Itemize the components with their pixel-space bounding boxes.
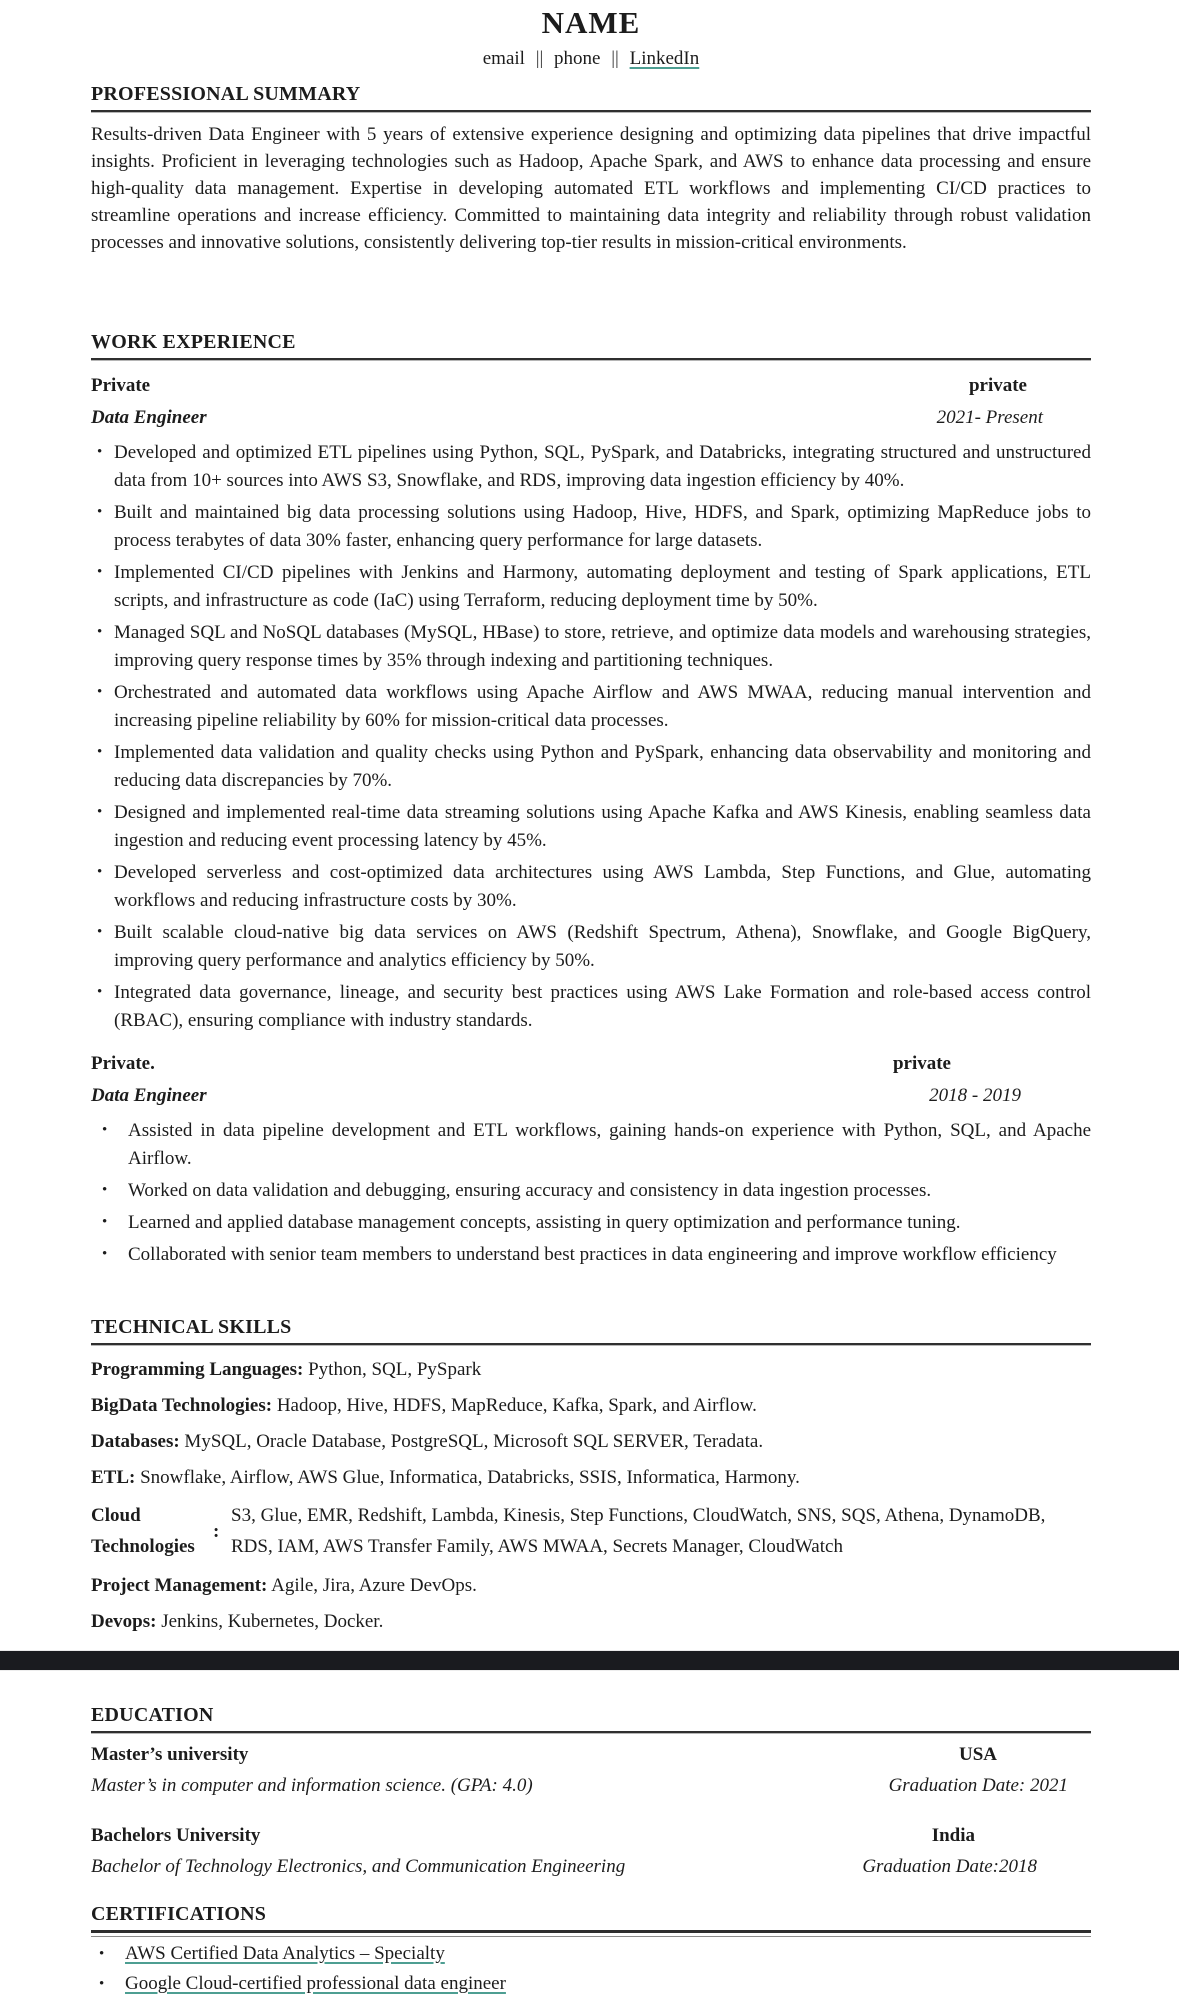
job-role-row (91, 1083, 1091, 1109)
bullet-item: • Collaborated with senior team members to understand best practices in data engineering and improve workflow efficiency (91, 1241, 1091, 1297)
bullet-item: • Integrated data governance, lineage, and security best practices using AWS Lake Formation and role-based access control (RBAC), ensuring compliance with industry standards. (91, 979, 1091, 1035)
job-company-row (91, 373, 1091, 399)
job-dates: 2018 - 2019 (929, 1085, 1021, 1106)
education-entry-2 (91, 1823, 1091, 1880)
education-school-row (91, 1742, 1091, 1768)
company-location: private (892, 1053, 951, 1074)
certification-link[interactable]: AWS Certified Data Analytics – Specialty (125, 1943, 445, 1964)
skill-row (91, 1466, 1091, 1490)
phone-text: phone (554, 48, 601, 69)
work-experience-section (91, 330, 1091, 1297)
skill-value: Hadoop, Hive, HDFS, MapReduce, Kafka, Spark, and Airflow. (276, 1395, 757, 1416)
job-title: Data Engineer (91, 407, 207, 428)
education-section (91, 1703, 1091, 1880)
contact-separator: || (611, 48, 619, 69)
job-bullet-list (91, 439, 1091, 1035)
bullet-item: • Orchestrated and automated data workflows using Apache Airflow and AWS MWAA, reducing manual intervention and increasing pipeline reliability by 60% for mission-critical data processes. (91, 679, 1091, 735)
skill-row (91, 1430, 1091, 1454)
skill-row (91, 1610, 1091, 1634)
job-dates: 2021- Present (936, 407, 1043, 428)
bullet-item: • Designed and implemented real-time data streaming solutions using Apache Kafka and AWS Kinesis, enabling seamless data ingestion and reducing event processing latency by 45%. (91, 799, 1091, 855)
section-divider (91, 110, 1091, 113)
school-name: Master’s university (91, 1744, 249, 1765)
certification-link[interactable]: Google Cloud-certified professional data engineer (125, 1973, 506, 1994)
section-divider (91, 358, 1091, 361)
degree-name: Bachelor of Technology Electronics, and Communication Engineering (91, 1856, 626, 1877)
education-title: EDUCATION (91, 1704, 214, 1726)
education-degree-row (91, 1773, 1091, 1799)
company-name: Private. (91, 1053, 155, 1074)
job-entry-2 (91, 1051, 1091, 1297)
bullet-item: • Developed serverless and cost-optimized data architectures using AWS Lambda, Step Functions, and Glue, automating workflows and reducing infrastructure costs by 30%. (91, 859, 1091, 915)
skill-label: Programming Languages: (91, 1359, 304, 1380)
school-location: India (931, 1825, 975, 1846)
job-title: Data Engineer (91, 1085, 207, 1106)
bullet-item: • Built scalable cloud-native big data services on AWS (Redshift Spectrum, Athena), Snowflake, and Google BigQuery, improving query performance and analytics efficiency by 50%. (91, 919, 1091, 975)
bullet-item: • Learned and applied database management concepts, assisting in query optimization and performance tuning. (91, 1209, 1091, 1237)
skill-value: MySQL, Oracle Database, PostgreSQL, Microsoft SQL SERVER, Teradata. (184, 1431, 764, 1452)
certification-item (91, 1941, 1091, 1967)
skill-label: Databases: (91, 1431, 180, 1452)
section-divider (91, 1343, 1091, 1346)
cloud-label-line2: Technologies (91, 1536, 195, 1557)
skill-value: Python, SQL, PySpark (308, 1359, 482, 1380)
skill-row (91, 1394, 1091, 1418)
linkedin-link[interactable]: LinkedIn (629, 48, 700, 69)
name-heading: NAME (541, 5, 641, 40)
section-divider-double (91, 1930, 1091, 1933)
skill-row (91, 1358, 1091, 1382)
school-name: Bachelors University (91, 1825, 261, 1846)
job-entry-1 (91, 373, 1091, 1035)
job-company-row (91, 1051, 1091, 1077)
certifications-list (91, 1941, 1091, 1997)
bullet-item: • Developed and optimized ETL pipelines using Python, SQL, PySpark, and Databricks, integrating structured and unstructured data from 10+ sources into AWS S3, Snowflake, and RDS, improving data ingestion efficiency by 40%. (91, 439, 1091, 495)
page-break-band (0, 1650, 1179, 1671)
skill-value: Jenkins, Kubernetes, Docker. (161, 1611, 384, 1632)
skill-row (91, 1574, 1091, 1598)
contact-line (91, 46, 1091, 72)
degree-name: Master’s in computer and information science. (GPA: 4.0) (91, 1775, 533, 1796)
graduation-date: Graduation Date: 2021 (888, 1775, 1068, 1796)
technical-skills-section (91, 1315, 1091, 1634)
technical-skills-title: TECHNICAL SKILLS (91, 1316, 292, 1338)
skill-label: BigData Technologies: (91, 1395, 273, 1416)
job-bullet-list (91, 1117, 1091, 1297)
cloud-label-colon: : (213, 1520, 220, 1542)
bullet-item: • Built and maintained big data processing solutions using Hadoop, Hive, HDFS, and Spark, optimizing MapReduce jobs to process terabytes of data 30% faster, enhancing query performance for large datasets. (91, 499, 1091, 555)
graduation-date: Graduation Date:2018 (862, 1856, 1037, 1877)
education-entry-1 (91, 1742, 1091, 1799)
bullet-item: • Worked on data validation and debugging, ensuring accuracy and consistency in data ingestion processes. (91, 1177, 1091, 1205)
summary-section-title: PROFESSIONAL SUMMARY (91, 83, 361, 105)
section-divider (91, 1731, 1091, 1734)
email-text: email (482, 48, 525, 69)
education-degree-row (91, 1854, 1091, 1880)
skill-label: Devops: (91, 1611, 157, 1632)
skill-value: S3, Glue, EMR, Redshift, Lambda, Kinesis, Step Functions, CloudWatch, SNS, SQS, Athena, DynamoDB, RDS, IAM, AWS Transfer Family, AWS MWAA, Secrets Manager, CloudWatch (231, 1505, 1046, 1557)
certifications-title: CERTIFICATIONS (91, 1903, 267, 1925)
skill-value: Snowflake, Airflow, AWS Glue, Informatica, Databricks, SSIS, Informatica, Harmony. (140, 1467, 800, 1488)
resume-page-2 (0, 1703, 1179, 1997)
cloud-label-line1: Cloud (91, 1505, 141, 1526)
certifications-section (91, 1902, 1091, 1997)
contact-separator: || (535, 48, 544, 69)
skill-value: Agile, Jira, Azure DevOps. (271, 1575, 477, 1596)
bullet-item: • Implemented data validation and quality checks using Python and PySpark, enhancing data observability and monitoring and reducing data discrepancies by 70%. (91, 739, 1091, 795)
summary-paragraph: Results-driven Data Engineer with 5 years of extensive experience designing and optimizing data pipelines that drive impactful insights. Proficient in leveraging technologies such as Hadoop, Apache Spark, and AWS to enhance data processing and ensure high-quality data management. Expertise in developing automated ETL workflows and implementing CI/CD practices to streamline operations and increase efficiency. Committed to maintaining data integrity and reliability through robust validation processes and innovative solutions, consistently delivering top-tier results in mission-critical environments. (91, 124, 1091, 253)
certification-item (91, 1971, 1091, 1997)
work-experience-title: WORK EXPERIENCE (91, 331, 296, 353)
bullet-item: • Assisted in data pipeline development and ETL workflows, gaining hands-on experience with Python, SQL, and Apache Airflow. (91, 1117, 1091, 1173)
education-school-row (91, 1823, 1091, 1849)
skill-label: ETL: (91, 1467, 136, 1488)
bullet-item: • Managed SQL and NoSQL databases (MySQL, HBase) to store, retrieve, and optimize data models and warehousing strategies, improving query response times by 35% through indexing and partitioning techniques. (91, 619, 1091, 675)
skill-row-cloud-technologies (91, 1500, 1091, 1562)
skill-label (91, 1500, 213, 1562)
company-location: private (968, 375, 1027, 396)
skill-label: Project Management: (91, 1575, 268, 1596)
job-role-row (91, 405, 1091, 431)
summary-section (91, 82, 1091, 310)
school-location: USA (958, 1744, 997, 1765)
company-name: Private (91, 375, 151, 396)
bullet-item: • Implemented CI/CD pipelines with Jenkins and Harmony, automating deployment and testing of Spark applications, ETL scripts, and infrastructure as code (IaC) using Terraform, reducing deployment time by 50%. (91, 559, 1091, 615)
